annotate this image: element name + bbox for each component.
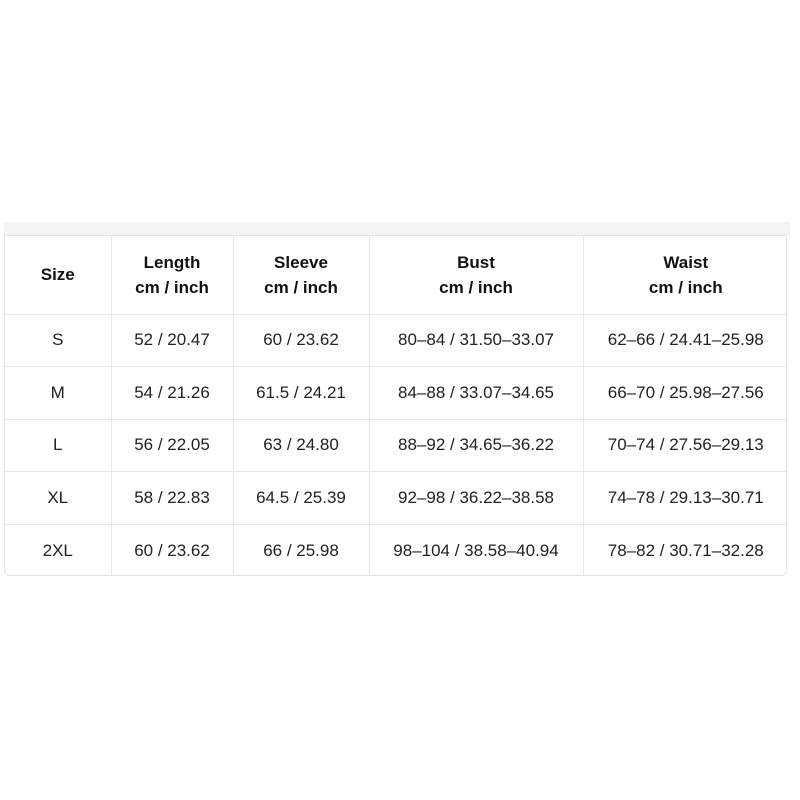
cell-size: XL bbox=[5, 472, 111, 525]
cell-length: 56 / 22.05 bbox=[111, 419, 233, 472]
header-waist-label: Waist bbox=[663, 252, 709, 272]
cell-sleeve: 63 / 24.80 bbox=[233, 419, 369, 472]
cell-sleeve: 60 / 23.62 bbox=[233, 314, 369, 367]
header-waist-unit: cm / inch bbox=[648, 277, 723, 297]
cell-size: M bbox=[5, 367, 111, 420]
size-chart bbox=[4, 235, 787, 576]
header-sleeve-unit: cm / inch bbox=[264, 277, 338, 297]
cell-length: 60 / 23.62 bbox=[111, 524, 233, 576]
size-chart-table bbox=[5, 236, 787, 576]
cell-length: 58 / 22.83 bbox=[111, 472, 233, 525]
cell-waist: 62–66 / 24.41–25.98 bbox=[583, 314, 787, 367]
table-row bbox=[5, 524, 787, 576]
cell-waist: 74–78 / 29.13–30.71 bbox=[583, 472, 787, 525]
header-bust bbox=[369, 236, 583, 314]
table-row bbox=[5, 367, 787, 420]
cell-bust: 92–98 / 36.22–38.58 bbox=[369, 472, 583, 525]
cell-waist: 70–74 / 27.56–29.13 bbox=[583, 419, 787, 472]
cell-waist: 78–82 / 30.71–32.28 bbox=[607, 540, 764, 560]
cell-sleeve: 64.5 / 25.39 bbox=[233, 472, 369, 525]
cell-sleeve: 61.5 / 24.21 bbox=[233, 367, 369, 420]
header-bust-unit: cm / inch bbox=[439, 277, 513, 297]
header-bust-label: Bust bbox=[457, 252, 495, 272]
table-row bbox=[5, 472, 787, 525]
cell-waist: 66–70 / 25.98–27.56 bbox=[583, 367, 787, 420]
cell-size: 2XL bbox=[5, 524, 111, 576]
header-length-unit: cm / inch bbox=[135, 277, 209, 297]
table-row bbox=[5, 314, 787, 367]
cell-bust: 88–92 / 34.65–36.22 bbox=[369, 419, 583, 472]
header-waist bbox=[583, 236, 787, 314]
table-top-strip bbox=[4, 222, 790, 235]
cell-bust: 84–88 / 33.07–34.65 bbox=[369, 367, 583, 420]
cell-size: S bbox=[5, 314, 111, 367]
cell-bust: 98–104 / 38.58–40.94 bbox=[369, 524, 583, 576]
header-length-label: Length bbox=[143, 252, 201, 272]
cell-length: 52 / 20.47 bbox=[111, 314, 233, 367]
header-length bbox=[111, 236, 233, 314]
header-size bbox=[5, 236, 111, 314]
header-row bbox=[5, 236, 787, 314]
table-row bbox=[5, 419, 787, 472]
cell-bust: 80–84 / 31.50–33.07 bbox=[369, 314, 583, 367]
cell-size: L bbox=[5, 419, 111, 472]
header-size-label: Size bbox=[40, 265, 75, 285]
header-sleeve-label: Sleeve bbox=[274, 252, 328, 272]
cell-sleeve: 66 / 25.98 bbox=[233, 524, 369, 576]
header-sleeve bbox=[233, 236, 369, 314]
cell-length: 54 / 21.26 bbox=[111, 367, 233, 420]
